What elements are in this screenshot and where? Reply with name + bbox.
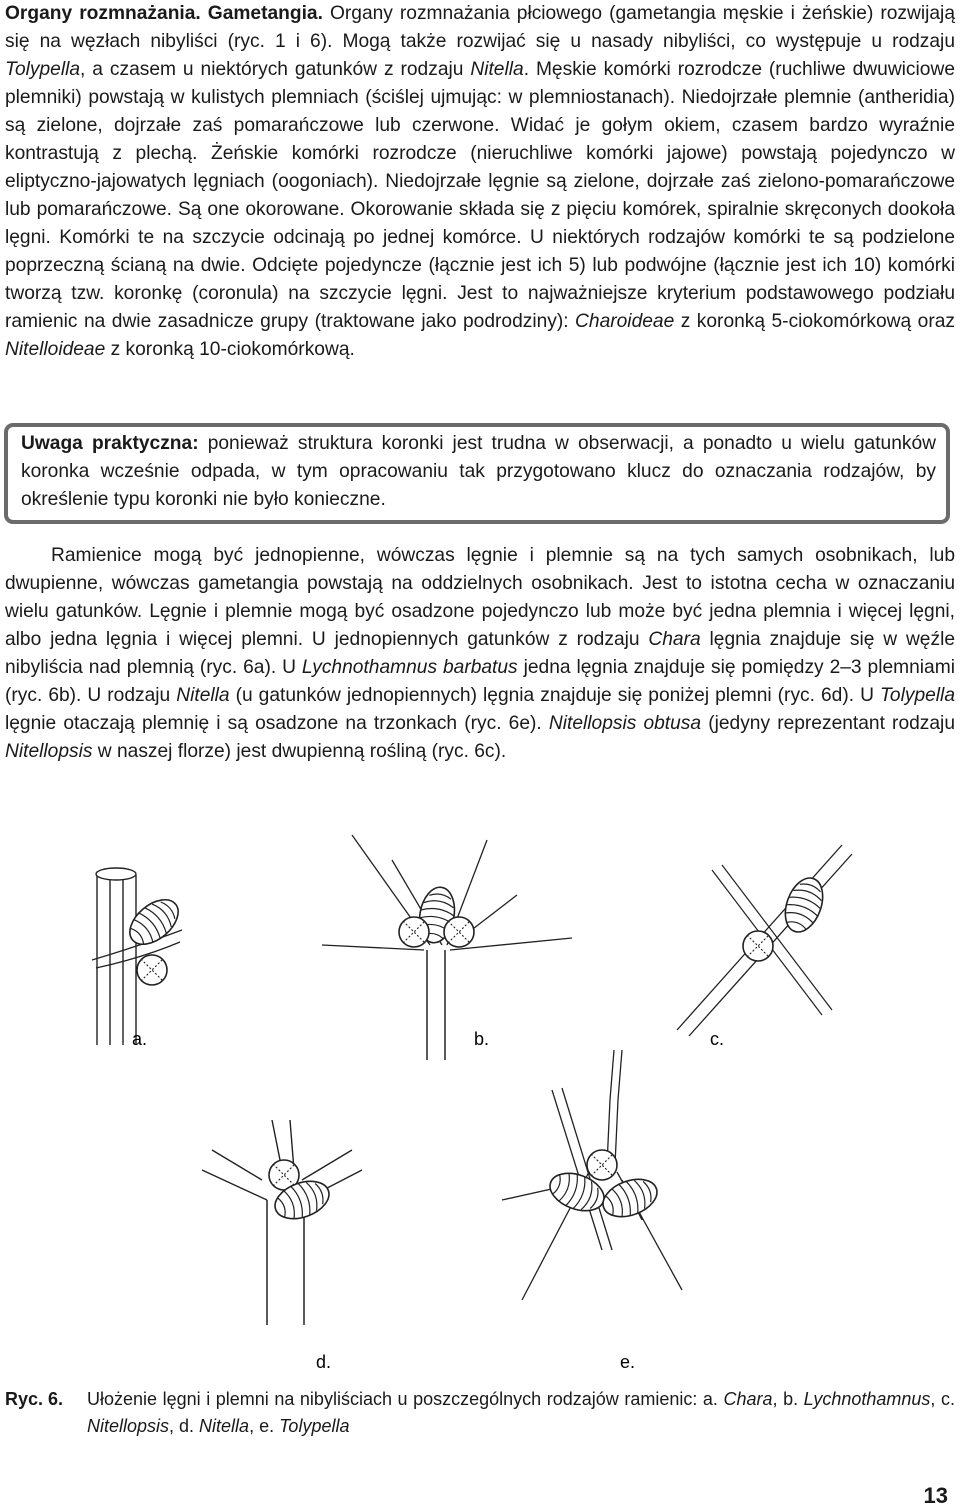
text-run: (jedyny reprezentant rodzaju <box>701 713 955 734</box>
figure-label-c: c. <box>710 1029 725 1049</box>
text-run: w naszej florze) jest dwupienną rośliną (ryc. 6c). <box>92 741 507 762</box>
paragraph-monoecious <box>5 542 955 766</box>
text-run: z koronką 10-ciokomórkową. <box>105 339 355 360</box>
text-run: , c. <box>930 1389 955 1409</box>
drawing-a <box>92 868 186 1045</box>
genus-name: Chara <box>723 1389 773 1409</box>
genus-name: Nitellopsis <box>5 741 93 762</box>
figure-label-e: e. <box>620 1352 636 1372</box>
genus-name: Nitella <box>470 59 524 80</box>
genus-name: Nitella <box>199 1416 250 1436</box>
drawing-b <box>322 835 572 1060</box>
drawing-d <box>202 1120 362 1325</box>
genus-name: Lychnothamnus <box>803 1389 931 1409</box>
practical-note-box <box>4 423 950 524</box>
genus-name: Tolypella <box>879 685 955 706</box>
caption-label: Ryc. 6. <box>5 1389 64 1409</box>
text-run: Ramienice mogą być jednopienne, wówczas lęgnie i plemnie są na tych samych osobnikach, lub dwupienne, wówczas gametangia powstają na oddzielnych osobnikach. Jest to istotna cecha w oznaczaniu wielu gatunków. Lęgnie i plemnie mogą być osadzone pojedynczo lub może być jedna plemnia i więcej lęgni, albo jedna lęgnia i więcej plemni. U jednopiennych gatunków z rodzaju <box>5 545 955 650</box>
text-run: lęgnia znajduje się w węźle nibyliścia nad plemnią (ryc. 6a). U <box>5 629 956 678</box>
genus-name: Chara <box>648 629 701 650</box>
genus-name: Tolypella <box>5 59 81 80</box>
note-text: ponieważ struktura koronki jest trudna w obserwacji, a ponadto u wielu gatunków koronka wcześnie odpada, w tym opracowaniu tak przygotowano klucz do oznaczania rodzajów, by określenie typu koronki nie było konieczne. <box>21 433 937 510</box>
caption-text <box>87 1386 955 1440</box>
text-run: z koronką 5-ciokomórkową oraz <box>674 311 955 332</box>
figure-label-b: b. <box>474 1029 490 1049</box>
figure-label-d: d. <box>316 1352 332 1372</box>
note-label: Uwaga praktyczna: <box>21 433 199 454</box>
taxon-name: Nitelloideae <box>5 339 106 360</box>
species-name: Lychnothamnus barbatus <box>301 657 518 678</box>
text-run: Ułożenie lęgni i plemni na nibyliściach u poszczególnych rodzajów ramienic: a. <box>87 1389 724 1409</box>
genus-name: Nitella <box>176 685 230 706</box>
drawing-c <box>677 845 852 1036</box>
text-run: lęgnie otaczają plemnię i są osadzone na trzonkach (ryc. 6e). <box>5 713 549 734</box>
genus-name: Tolypella <box>279 1416 350 1436</box>
text-run: , b. <box>772 1389 804 1409</box>
text-run: , e. <box>249 1416 280 1436</box>
text-run: , a czasem u niektórych gatunków z rodzaju <box>80 59 471 80</box>
section-heading: Organy rozmnażania. Gametangia. <box>5 3 323 24</box>
paragraph-gametangia <box>5 0 955 364</box>
figure-label-a: a. <box>132 1029 148 1049</box>
species-name: Nitellopsis obtusa <box>548 713 702 734</box>
text-run: , d. <box>169 1416 200 1436</box>
text-run: . Męskie komórki rozrodcze (ruchliwe dwuwiciowe plemniki) powstają w kulistych plemniach (ściślej ujmując: w plemniostanach). Niedojrzałe plemnie (antheridia) są zielone, dojrzałe zaś pomarańczowe lub czerwone. Widać je gołym okiem, czasem bardzo wyraźnie kontrastują z plechą. Żeńskie komórki rozrodcze (nieruchliwe komórki jajowe) powstają pojedynczo w eliptyczno-jajowatych lęgniach (oogoniach). Niedojrzałe lęgnie są zielone, dojrzałe zaś zielono-pomarańczowe lub pomarańczowe. Są one okorowane. Okorowanie składa się z pięciu komórek, spiralnie skręconych dookoła lęgni. Komórki te na szczycie odcinają po jednej komórce. U niektórych rodzajów komórki te są podzielone poprzeczną ścianą na dwie. Odcięte pojedyncze (łącznie jest ich 5) lub podwójne (łącznie jest ich 10) komórki tworzą tzw. koronkę (coronula) na szczycie lęgni. Jest to najważniejsze kryterium podstawowego podziału ramienic na dwie zasadnicze grupy (traktowane jako podrodziny): <box>5 59 955 332</box>
taxon-name: Charoideae <box>575 311 675 332</box>
figure-gametangia-drawings <box>62 820 862 1380</box>
text-run: (u gatunków jednopiennych) lęgnia znajduje się poniżej plemni (ryc. 6d). U <box>229 685 880 706</box>
drawing-e <box>502 1050 682 1300</box>
page-number: 13 <box>923 1483 948 1508</box>
text-run: jedna lęgnia znajduje się pomiędzy 2–3 plemniami (ryc. 6b). U rodzaju <box>5 657 955 706</box>
text-run: Organy rozmnażania płciowego (gametangia męskie i żeńskie) rozwijają się na węzłach nibyliści (ryc. 1 i 6). Mogą także rozwijać się u nasady nibyliści, co występuje u rodzaju <box>5 3 955 52</box>
genus-name: Nitellopsis <box>87 1416 170 1436</box>
